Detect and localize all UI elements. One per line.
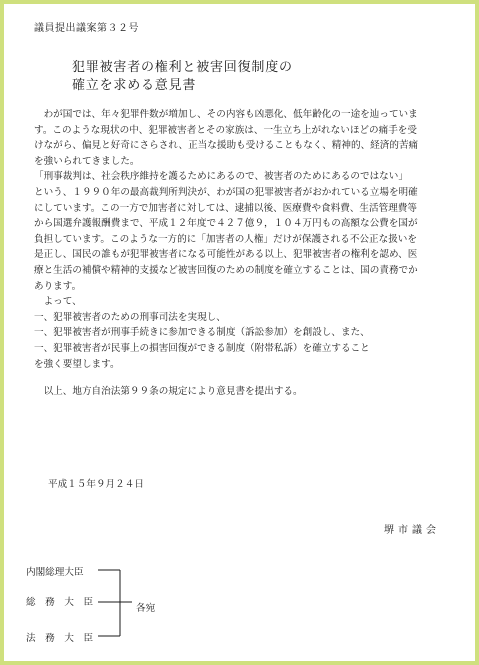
request-item-2: 一、犯罪被害者が刑事手続きに参加できる制度（訴訟参加）を創設し、また、 <box>34 327 370 339</box>
body-line: あります。 <box>34 280 82 292</box>
request-item-1: 一、犯罪被害者のための刑事司法を実現し、 <box>34 311 226 323</box>
blank-line <box>34 372 464 384</box>
title-line-2: 確立を求める意見書 <box>72 78 197 93</box>
document-date: 平成１５年９月２４日 <box>48 479 144 490</box>
body-text <box>34 107 464 400</box>
body-line: 是正し、国民の誰もが犯罪被害者になる可能性がある以上、犯罪被害者の権利を認め、医 <box>34 249 418 261</box>
body-line: という、１９９０年の最高裁判所判決が、わが国の犯罪被害者がおかれている立場を明確 <box>34 186 418 198</box>
body-line: 療と生活の補償や精神的支援など被害回復のための制度を確立することは、国の責務でか <box>34 264 418 276</box>
document-title <box>72 59 452 95</box>
closing-line: 以上、地方自治法第９９条の規定により意見書を提出する。 <box>34 386 303 398</box>
body-line: 「刑事裁判は、社会秩序維持を護るためにあるので、被害者のためにあるのではない」 <box>34 171 408 183</box>
body-line: す。このような現状の中、犯罪被害者とその家族は、一生立ち上がれないほどの痛手を受 <box>34 124 417 136</box>
body-line: わが国では、年々犯罪件数が増加し、その内容も凶悪化、低年齢化の一途を辿っていま <box>34 109 418 120</box>
request-item-3: 一、犯罪被害者が民事上の損害回復ができる制度（附帯私訴）を確立すること <box>34 342 370 354</box>
body-line: けながら、偏見と好奇にさらされ、正当な援助も受けることもなく、精神的、経済的苦痛 <box>34 140 419 152</box>
title-line-1: 犯罪被害者の権利と被害回復制度の <box>72 60 293 75</box>
addressee-justice: 法 務 大 臣 <box>26 633 94 644</box>
body-line: 負担しています。このような一方的に「加害者の人権」だけが保護される不公正な扱いを <box>34 233 417 245</box>
bracket-connector <box>26 564 146 654</box>
addressee-prime-minister: 内閣総理大臣 <box>26 567 84 578</box>
body-line: を強いられてきました。 <box>34 155 140 167</box>
body-line: よって、 <box>34 296 82 308</box>
bill-number: 議員提出議案第３２号 <box>34 23 139 34</box>
signatory: 堺市議会 <box>384 525 440 536</box>
body-line: を強く要望します。 <box>34 358 120 370</box>
body-line: にしています。この一方で加害者に対しては、逮捕以後、医療費や食料費、生活管理費等 <box>34 202 417 214</box>
addressee-suffix: 各宛 <box>136 603 156 614</box>
addressee-internal-affairs: 総 務 大 臣 <box>26 597 94 608</box>
body-line: から国選弁護報酬費まで、平成１２年度で４２７億９，１０４万円もの高額な公費を国が <box>34 218 418 230</box>
